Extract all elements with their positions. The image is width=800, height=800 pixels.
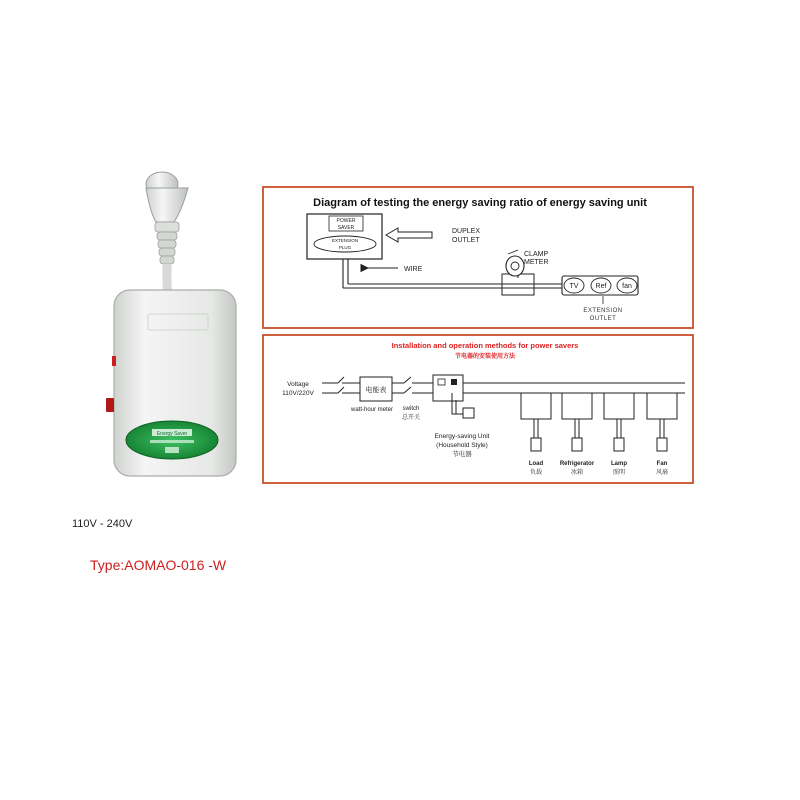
clamp-meter-icon	[506, 256, 524, 276]
extension-outlet-line2: OUTLET	[589, 316, 617, 322]
model-type-label: Type:AOMAO-016 -W	[90, 557, 227, 573]
unit-label-line2: (Household Style)	[436, 442, 488, 449]
extension-outlet-line1: EXTENSION	[583, 308, 623, 314]
load-label: Lamp	[610, 461, 628, 467]
load-label: Fan	[656, 461, 668, 467]
duplex-outlet-line1: DUPLEX	[452, 228, 481, 235]
load-plug-icon	[614, 438, 624, 451]
power-switch-icon	[106, 398, 114, 412]
voltage-range: 110V - 240V	[72, 518, 133, 530]
unit-label-line3: 节电器	[452, 451, 472, 458]
watt-hour-meter-cn: 电能表	[365, 387, 387, 394]
brand-logo-text: Energy Saver	[156, 431, 188, 437]
power-saver-line1: POWER	[336, 218, 356, 224]
energy-saving-unit-box	[433, 375, 463, 401]
power-cord	[167, 264, 170, 292]
load-label-cn: 照明	[612, 470, 626, 476]
extension-plug-line2: PLUG	[338, 245, 352, 250]
plug-icon	[146, 172, 188, 264]
extension-plug-line1: EXTENSION	[331, 238, 359, 243]
outlet-item-label: TV	[569, 283, 579, 290]
load-label: Refrigerator	[559, 461, 595, 467]
test-diagram	[263, 187, 693, 328]
power-saver-line2: SAVER	[337, 225, 355, 231]
energy-saving-unit-socket	[438, 379, 445, 385]
wire-label: WIRE	[404, 266, 423, 273]
brand-label-line	[150, 440, 194, 443]
watt-hour-meter-label: watt-hour meter	[350, 407, 394, 413]
unit-label-line1: Energy-saving Unit	[434, 433, 490, 440]
load-plug-icon	[531, 438, 541, 451]
energy-saving-unit-indicator	[451, 379, 457, 385]
install-diagram-title-cn: 节电器的安装使用方法	[454, 354, 516, 360]
clamp-meter-line2: METER	[524, 259, 549, 266]
load-plug-icon	[657, 438, 667, 451]
load-label-cn: 冰箱	[570, 470, 584, 476]
duplex-outlet-line2: OUTLET	[452, 237, 480, 244]
indicator-light	[112, 356, 116, 366]
extension-outlet-items	[564, 278, 637, 293]
switch-label: switch	[402, 406, 420, 412]
install-diagram	[263, 335, 693, 483]
energy-saver-device	[106, 172, 236, 476]
ce-mark-icon	[165, 447, 179, 453]
voltage-label-line1: Voltage	[287, 381, 309, 388]
load-label: Load	[528, 461, 544, 467]
voltage-label-line2: 110V/220V	[282, 390, 314, 397]
install-diagram-title: Installation and operation methods for power savers	[391, 341, 579, 350]
unit-plug-icon	[463, 408, 474, 418]
test-diagram-title: Diagram of testing the energy saving ratio of energy saving unit	[313, 197, 647, 209]
load-label-cn: 负载	[529, 470, 543, 476]
outlet-item-label: Ref	[595, 283, 607, 290]
outlet-item-label: fan	[622, 283, 632, 290]
clamp-meter-line1: CLAMP	[524, 251, 549, 258]
load-plug-icon	[572, 438, 582, 451]
switch-label-cn: 总开关	[401, 415, 421, 421]
load-label-cn: 风扇	[655, 470, 669, 476]
